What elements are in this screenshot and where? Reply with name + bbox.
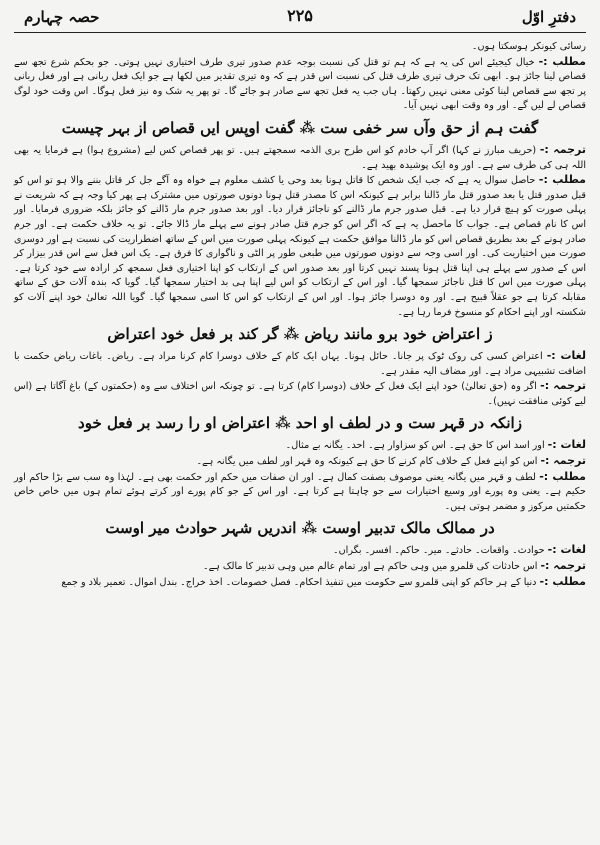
text-block xyxy=(14,438,586,454)
page-number: ۲۲۵ xyxy=(287,6,313,25)
page-content xyxy=(10,39,590,590)
block-label: ترجمہ :- xyxy=(540,559,586,573)
block-text: حوادث۔ واقعات۔ حادثے۔ میر۔ حاکم۔ افسر۔ بگراں۔ xyxy=(333,545,545,557)
text-block xyxy=(14,575,586,591)
block-text: اس حادثات کی قلمرو میں وہی حاکم ہے اور تمام عالم میں وہی تدبیر کا مالک ہے۔ xyxy=(203,561,538,573)
block-label: مطلب :- xyxy=(538,173,586,187)
block-text: دنیا کے ہر حاکم کو اپنی قلمرو سے حکومت میں تنفیذ احکام۔ فصل خصومات۔ اخذ خراج۔ بندل اموال۔ تعمیر بلاد و جمع xyxy=(61,576,537,588)
block-text: اس کو اپنے فعل کے خلاف کام کرنے کا حق ہے کیونکہ وہ قہر اور لطف میں یگانہ ہے۔ xyxy=(196,456,538,468)
text-block xyxy=(14,39,586,55)
block-text: رسائی کیونکر ہوسکتا ہوں۔ xyxy=(471,41,586,52)
block-label: مطلب :- xyxy=(539,574,586,588)
block-text: لطف و قہر میں یگانہ یعنی موصوف بصفت کمال ہے۔ اور ان صفات میں حکم اور حکمت بھی ہے۔ لہٰذا وہ سب سے بڑا حاکم اور حکیم ہے۔ یعنی وہ پورے اور وسیع اختیارات سے جو چاہتا ہے کرتا ہے۔ اور اس کے جو کام پورے اور کرتے ہوئے تمام ہوں میں خاص خاص حکمتیں مرکوز و مضمر ہوتی ہیں۔ xyxy=(14,471,586,512)
verse-line: ز اعتراض خود برو مانند ریاض ⁂ گر کند بر فعل خود اعتراض xyxy=(107,325,493,344)
block-text: (حریف مبارز نے کہا) اگر آپ خادم کو اس طرح بری الذمہ سمجھتے ہیں۔ تو پھر قصاص کس لیے (مشروع ہوا) ہے فرمایا یہ بھی اللہ ہی کی طرف سے ہے۔ اور وہ ایک پوشیدہ بھید ہے۔ xyxy=(14,144,586,171)
block-text: اور اسد اس کا حق ہے۔ اس کو سزاوار ہے۔ احد۔ یگانہ بے مثال۔ xyxy=(285,440,545,452)
block-label: لغات :- xyxy=(547,543,586,557)
verse-line: زانکہ در قہر ست و در لطف او احد ⁂ اعتراض او را رسد بر فعل خود xyxy=(78,414,522,433)
text-block xyxy=(14,470,586,515)
text-block xyxy=(14,349,586,379)
text-block xyxy=(14,143,586,173)
verse-line: گفت ہم از حق وآں سر خفی ست ⁂ گفت اوپس ایں قصاص از بہر چیست xyxy=(61,118,539,137)
block-label: ترجمہ :- xyxy=(539,142,586,156)
verse-line: در ممالک مالک تدبیر اوست ⁂ اندریں شہر حوادث میر اوست xyxy=(105,519,495,538)
text-block xyxy=(14,543,586,559)
text-block xyxy=(14,55,586,114)
block-label: ترجمہ :- xyxy=(540,454,586,468)
book-section-label: دفترِ اوّل xyxy=(521,8,576,26)
text-block xyxy=(14,173,586,320)
text-block xyxy=(14,379,586,409)
page-header xyxy=(10,6,590,32)
block-text: خیال کیجیئے اس کی یہ ہے کہ ہم تو قتل کی نسبت بوجہ عدم صدور تیری طرف اختیاری نہیں ہوتی۔ جو بحکم شرع تجھ سے قصاص لینا جائز ہو۔ ابھی تک حرف تیری طرف قتل کی نسبت اس قدر ہے کہ وہ تیری تقدیر میں لکھا ہے جو ایک فعل ربانی ہے اور فعل ربانی پر تجھ سے قصاص لینا کوئی معنی نہیں رکھتا۔ ہاں جب یہ فعل تجھ سے صادر ہو جائے گا۔ تو پھر یہ شک وہ نیز فعل ہوگا۔ اس وقت خود لوگ قصاص لے لیں گے۔ اور وہ وقت ابھی نہیں آیا۔ xyxy=(14,56,586,112)
header-rule xyxy=(14,32,586,33)
block-label: مطلب :- xyxy=(538,54,586,68)
text-block xyxy=(14,559,586,575)
block-text: اعتراض کسی کی روک ٹوک پر جانا۔ حائل ہونا۔ یہاں ایک کام کے خلاف دوسرا کام کرنا مراد ہے۔ ریاض۔ باغات ریاض حکمت با اضافت تشبیہی مراد ہے۔ اور مضاف الیہ مقدر ہے۔ xyxy=(14,351,586,377)
block-label: لغات :- xyxy=(547,438,586,452)
block-text: اگر وہ (حق تعالیٰ) خود اپنے ایک فعل کے خلاف (دوسرا کام) کرتا ہے۔ تو چونکہ اس اختلاف سے وہ (حکمتوں کے) باغ آگاتا ہے (اس لیے کوئی منافقت نہیں)۔ xyxy=(14,381,586,407)
block-text: حاصل سوال یہ ہے کہ جب ایک شخص کا قاتل ہونا بعد وحی یا کشف معلوم ہے خواہ وہ آگے جل کر قاتل بننے والا ہو تو اس کو قبل صدور قتل یا بعد صدور قتل مار ڈالنا برابر ہے کیونکہ اس کا مصدر قتل ہونا دونوں صورتوں میں مشترک ہے پھر کیا وجہ ہے کہ شریعت نے پہلی صورت کو ہیچ قرار دیا ہے۔ قبل صدور جرم مار ڈالنے کو ناجائز قرار دیا۔ اور بعد صدور جرم مار ڈالنے کو جائز بلکہ ضروری فرمایا۔ اور اس کا نام قصاص ہے۔ جواب کا ماحصل یہ ہے کہ اگر اس کو جرم قتل صادر ہونے سے پہلے مار ڈالا جائے۔ تو یہ خلاف حکمت ہے۔ اور جرم صادر ہونے کے بعد بطریق قصاص اس کو مار ڈالنا موافق حکمت ہے کیونکہ پہلی صورت میں اس کے ساتھ اضطراریت کی نسبت ہے اور دوسری صورت میں اختیاریت کی۔ اور اسی وجہ سے دونوں صورتوں میں طبعی طور پر الٹی و ناگواری کا فرق ہے۔ یک اس فعل سے اس قدر بیزار کر اس کے صدور سے پہلے ہی اپنا قتل ہونا پسند نہیں کرتا اور بعد صدور اس کے ارتکاب کو اپنا اختیاری فعل سمجھ کر ارادہ سے خود کرتا ہے۔ پہلی صورت میں اس کا قتل ناجائز سمجھا گیا۔ اور اس کے ارتکاب کو اس لیے اپنا ہی بد اختیار سمجھا گیا۔ گویا کہ بندہ آلات حق کے ساتھ مقابلہ کرتا ہے جو عقلاً قبیح ہے۔ اور وہ دوسرا جائز ہوا۔ اور اس کے ارتکاب کو اس کا اسی سمجھا گیا۔ گویا اللہ تعالیٰ خود اپنے آلات کو شکستہ اور اپنے احکام کو منسوخ فرما رہا ہے۔ xyxy=(14,175,586,318)
block-label: ترجمہ :- xyxy=(540,379,586,393)
block-label: لغات :- xyxy=(546,349,586,363)
part-label: حصہ چہارم xyxy=(24,8,100,26)
text-block xyxy=(14,454,586,470)
block-label: مطلب :- xyxy=(539,469,586,483)
